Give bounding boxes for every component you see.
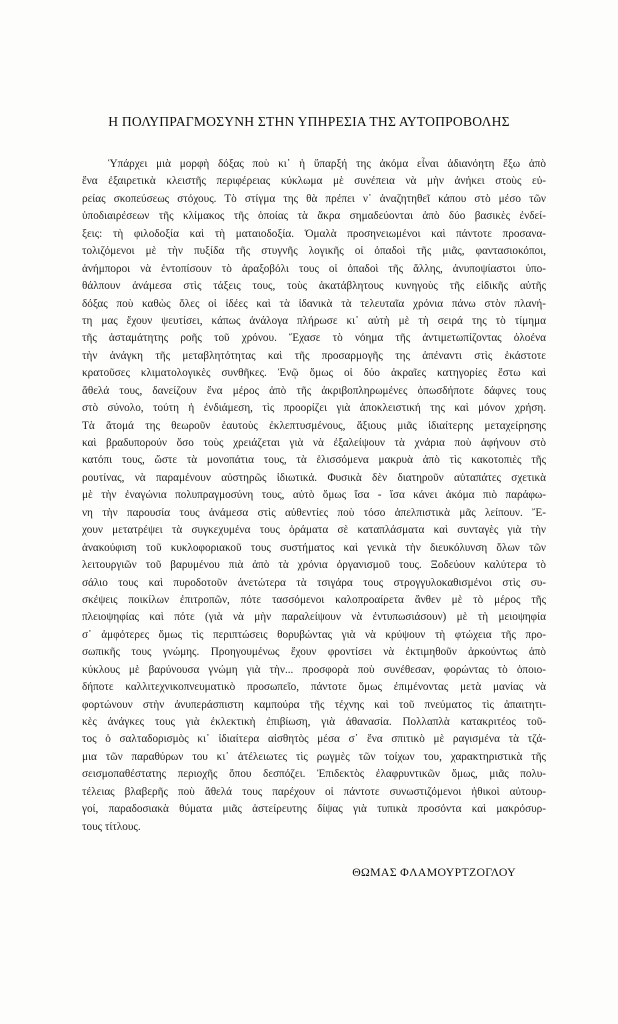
body-line: σ᾽ ἀμφότερες ὅμως τὶς περιπτώσεις θορυβώντας γιὰ νὰ κρύψουν τὴ φτώχεια τῆς προ- [82, 628, 546, 641]
body-line: σάλιο τους καὶ πυροδοτοῦν ἀνετώτερα τὰ τσιγάρα τους στρογγυλοκαθισμένοι στὶς συ- [82, 576, 546, 589]
body-line: ξεις: τὴ φιλοδοξία καὶ τὴ ματαιοδοξία. Ὁμαλὰ προσηνειωμένοι καὶ πάντοτε προσανα- [82, 227, 546, 240]
body-line: γοί, παραδοσιακὰ θύματα μιᾶς ἀστείρευτης δίψας γιὰ τυπικὰ προσόντα καὶ μακρόσυρ- [82, 803, 546, 816]
body-line: κύκλους μὲ βαρύνουσα γνώμη γιὰ τὴν... προσφορὰ ποὺ συνέθεσαν, φορώντας τὸ ὁποιο- [82, 663, 546, 676]
body-line: τη μας ἔχουν ψευτίσει, κάπως ἀνάλογα πλήρωσε κι᾽ αὐτὴ μὲ τὴ σειρά της τὸ τίμημα [82, 314, 546, 327]
body-line: ρείας σκοπεύσεως στόχους. Τὸ στίγμα της θὰ πρέπει ν᾽ ἀναζητηθεῖ κάπου στὸ μέσο τῶν [82, 192, 546, 205]
body-line: ἕνα ἐξαιρετικὰ κλειστῆς περιφέρειας κύκλωμα μὲ συνέπεια νὰ μὴν ἀνήκει στοὺς εὐ- [82, 175, 546, 188]
body-line: ἀνακούφιση τοῦ κυκλοφοριακοῦ τους συστήματος καὶ γενικὰ τὴν διευκόλυνση ὅλων τῶν [82, 541, 546, 554]
body-line: Τὰ ἄτομά της θεωροῦν ἑαυτοὺς ἐκλεπτυσμένους, ἄξιους μιᾶς ἰδιαίτερης μεταχείρησης [82, 419, 546, 432]
body-line: ρουτίνας, νὰ παραμένουν αὐστηρῶς ἰδιωτικά. Φυσικὰ δὲν διατηροῦν αὐταπάτες σχετικὰ [82, 471, 546, 484]
body-line: κατόπι τους, ὥστε τὰ μονοπάτια τους, τὰ ἑλισσόμενα μακρυὰ ἀπὸ τὶς κακοτοπιὲς τῆς [82, 454, 546, 467]
body-line: λειτουργιῶν τοῦ βαρυμένου πιὰ ἀπὸ τὰ χρόνια ὀργανισμοῦ τους. Ξοδεύουν καλύτερα τὸ [82, 559, 546, 572]
body-line: τος ὁ σαλταδορισμὸς κι᾽ ἰδιαίτερα αἰσθητὸς μέσα σ᾽ ἕνα σπιτικὸ μὲ ραγισμένα τὰ τζά- [82, 733, 546, 746]
article-title: Η ΠΟΛΥΠΡΑΓΜΟΣΥΝΗ ΣΤΗΝ ΥΠΗΡΕΣΙΑ ΤΗΣ ΑΥΤΟΠΡΟΒΟΛΗΣ [108, 114, 510, 129]
body-line: κὲς ἀνάγκες τους γιὰ ἐκλεκτικὴ ἐπιβίωση, γιὰ ἀθανασία. Πολλαπλὰ κατακριτέος τοῦ- [82, 716, 546, 728]
body-line: σωπικῆς τους γνώμης. Προηγουμένως ἔχουν φροντίσει νὰ ἐκτιμηθοῦν ἀρκούντως ἀπὸ [82, 646, 546, 659]
body-line: ἀνήμποροι νὰ ἐντοπίσουν τὸ ἀραξοβόλι τους οἱ ὀπαδοὶ τῆς ἄλλης, ἀνυποψίαστοι ὑπο- [82, 262, 546, 275]
body-line: δήποτε καλλιτεχνικοπνευματικὸ προσωπεῖο, πάντοτε ὅμως ἐπιμένοντας μετὰ μανίας νὰ [82, 681, 546, 694]
body-line: τῆς ἀσταμάτητης ροῆς τοῦ χρόνου. Ἔχασε τὸ νόημα τῆς ἀντιμετωπίζοντας ὁλοένα [82, 332, 546, 345]
body-line: τὴν ἀνάγκη τῆς μεταβλητότητας καὶ τῆς προσαρμογῆς της ἀπέναντι στὶς ἑκάστοτε [82, 349, 546, 362]
body-line: σεισμοπαθέστατης περιοχῆς ὅπου δεσπόζει. Ἐπιδεκτὸς ἐλαφρυντικῶν ὅμως, μιᾶς πολυ- [82, 768, 546, 781]
body-line: κρατοῦσες κλιματολογικὲς συνθῆκες. Ἐνῷ ὅμως οἱ δύο ἀκραῖες κατηγορίες ἔστω καὶ [82, 367, 546, 380]
body-line: θάλπουν ἀνάμεσα στὶς τάξεις τους, τοὺς ἀκατάβλητους κυνηγοὺς τῆς εἰδικῆς αὐτῆς [82, 280, 546, 293]
body-line: φορτώνουν στὴν ἀνυπεράσπιστη καμπούρα τῆς τέχνης καὶ τοῦ πνεύματος τὶς ἀπαιτητι- [82, 698, 546, 711]
body-line: καὶ βραδυπορούν ὅσο τοὺς χρειάζεται γιὰ νὰ ἐξαλείψουν τὰ χνάρια ποὺ ἀφήνουν στὸ [82, 437, 546, 449]
body-line: μὲ τὴν ἐναγώνια πολυπραγμοσύνη τους, αὐτὸ ὅμως ἴσα - ἴσα κάνει ἀκόμα πιὸ παράφω- [82, 489, 546, 502]
body-line: τέλειας βλαβερῆς ποὺ ἄθελά τους παρέχουν οἱ πάντοτε συνωστιζόμενοι ἠθικοὶ αὐτουρ- [82, 785, 546, 798]
body-line: πλειοψηφίας καὶ πότε (γιὰ νὰ μὴν παραλείψουν νὰ ἐντυπωσιάσουν) μὲ τὴ μειοψηφία [82, 611, 546, 624]
body-line: δόξας ποὺ καθὼς ὅλες οἱ ἰδέες καὶ τὰ ἰδανικὰ τὰ τελευταῖα χρόνια πάνω στὸν πλανή- [82, 297, 546, 310]
body-line: μια τῶν παραθύρων του κι᾽ ἀτέλειωτες τὶς ρωγμὲς τῶν τοίχων του, χαρακτηριστικὰ τῆς [82, 750, 546, 763]
body-line: χουν μετατρέψει τὰ συγκεχυμένα τους ὁράματα σὲ καταπλάσματα καὶ συνταγὲς γιὰ τὴν [82, 524, 546, 537]
body-line: τολιζόμενοι μὲ τὴν πυξίδα τῆς στυγνῆς λογικῆς οἱ ὀπαδοὶ τῆς μιᾶς, φαντασιοκόποι, [82, 245, 546, 258]
body-line: σκέψεις ποικίλων ἐπιτροπῶν, πότε τασσόμενοι καλοπροαίρετα ἄνθεν μὲ τὸ μέρος τῆς [82, 593, 546, 606]
author-signature: ΘΩΜΑΣ ΦΛΑΜΟΥΡΤΖΟΓΛΟΥ [352, 865, 516, 879]
body-line: στὸ σύνολο, τούτη ἡ ἐνδιάμεση, τὶς προορίζει γιὰ ἀποκλειστική της καὶ μόνον χρήση. [82, 402, 546, 415]
body-line: νη τὴν παρουσία τους ἀνάμεσα στὶς αὐθεντίες ποὺ τόσο ἀπελπιστικὰ μᾶς λείπουν. Ἔ- [82, 506, 546, 519]
article-body [82, 156, 546, 836]
body-line: τους τίτλους. [82, 820, 141, 833]
body-line: Ὑπάρχει μιὰ μορφὴ δόξας ποὺ κι᾽ ἡ ὕπαρξή της ἀκόμα εἶναι ἀδιανόητη ἔξω ἀπὸ [108, 158, 546, 170]
body-line: ὑποδιαιρέσεων τῆς κλίμακος τῆς ὁποίας τὰ ἄκρα σημαδεύονται ἀπὸ δύο βασικὲς ἐνδεί- [82, 210, 546, 223]
body-line: ἄθελά τους, δανείζουν ἕνα μέρος ἀπὸ τῆς ἀκριβοπληρωμένες ὁπωσδήποτε δάφνες τους [82, 384, 546, 397]
